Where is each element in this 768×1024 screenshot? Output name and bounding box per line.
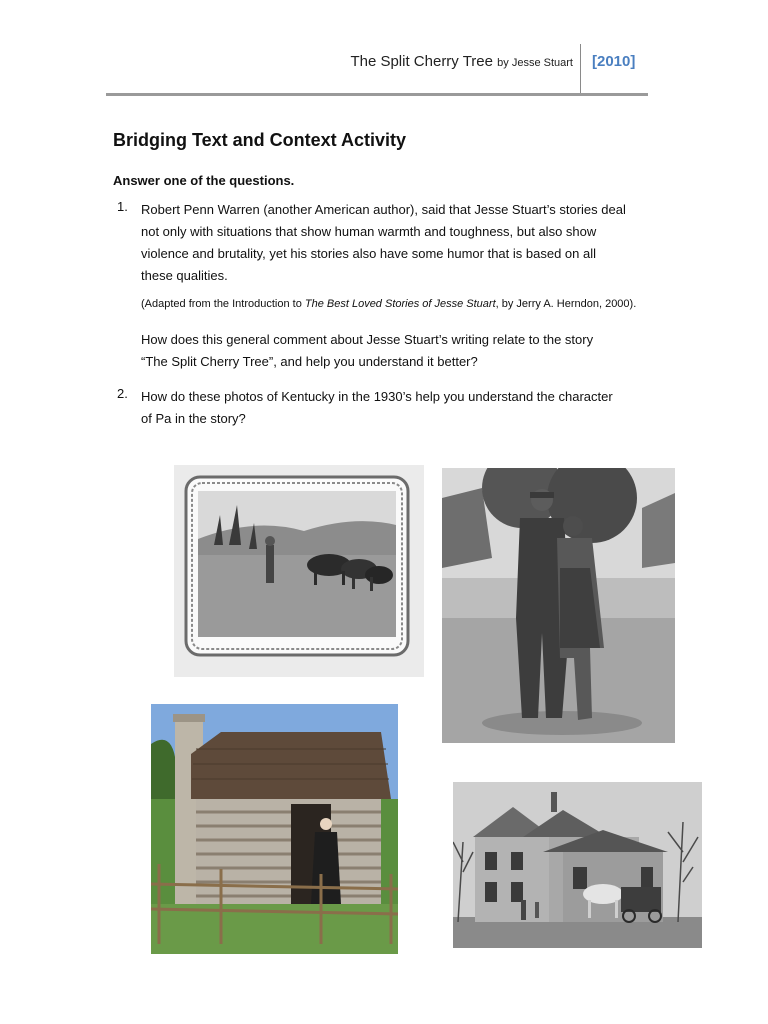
question-2-number: 2. [117, 386, 128, 401]
photo-log-cabin-image [151, 704, 398, 954]
citation-prefix: (Adapted from the Introduction to [141, 298, 305, 310]
header-divider [580, 44, 581, 96]
page-header [106, 44, 648, 96]
photo-log-cabin [151, 704, 398, 954]
page-title: Bridging Text and Context Activity [113, 130, 407, 150]
header-rule [106, 93, 648, 96]
photo-farmer-with-cattle-image [174, 465, 424, 677]
question-2-text [141, 386, 613, 430]
photo-farmhouse-with-horse [453, 782, 702, 948]
question-1-number: 1. [117, 199, 128, 214]
question-1-text [141, 199, 626, 287]
citation-suffix: , by Jerry A. Herndon, 2000). [495, 298, 637, 310]
photo-couple-standing [442, 468, 675, 743]
question-2-line: How do these photos of Kentucky in the 1930’s help you understand the character [141, 389, 613, 404]
question-2-line: of Pa in the story? [141, 411, 246, 426]
followup-line: How does this general comment about Jesse Stuart’s writing relate to the story [141, 332, 594, 347]
question-1-line: violence and brutality, yet his stories also have some humor that is based on all [141, 246, 596, 261]
question-1-line: not only with situations that show human warmth and toughness, but also show [141, 224, 597, 239]
question-1-line: Robert Penn Warren (another American author), said that Jesse Stuart’s stories deal [141, 202, 626, 217]
question-1-followup [141, 329, 593, 373]
header-year: [2010] [592, 53, 636, 70]
photo-farmer-with-cattle [174, 465, 424, 677]
citation [141, 298, 636, 310]
photo-couple-standing-image [442, 468, 675, 743]
header-title [350, 53, 573, 70]
header-title-text: The Split Cherry Tree [350, 53, 493, 70]
followup-line: “The Split Cherry Tree”, and help you understand it better? [141, 354, 478, 369]
question-1-line: these qualities. [141, 268, 228, 283]
instruction: Answer one of the questions. [113, 173, 295, 188]
photo-farmhouse-with-horse-image [453, 782, 702, 948]
citation-book-title: The Best Loved Stories of Jesse Stuart [304, 298, 496, 310]
header-author: by Jesse Stuart [497, 57, 573, 69]
